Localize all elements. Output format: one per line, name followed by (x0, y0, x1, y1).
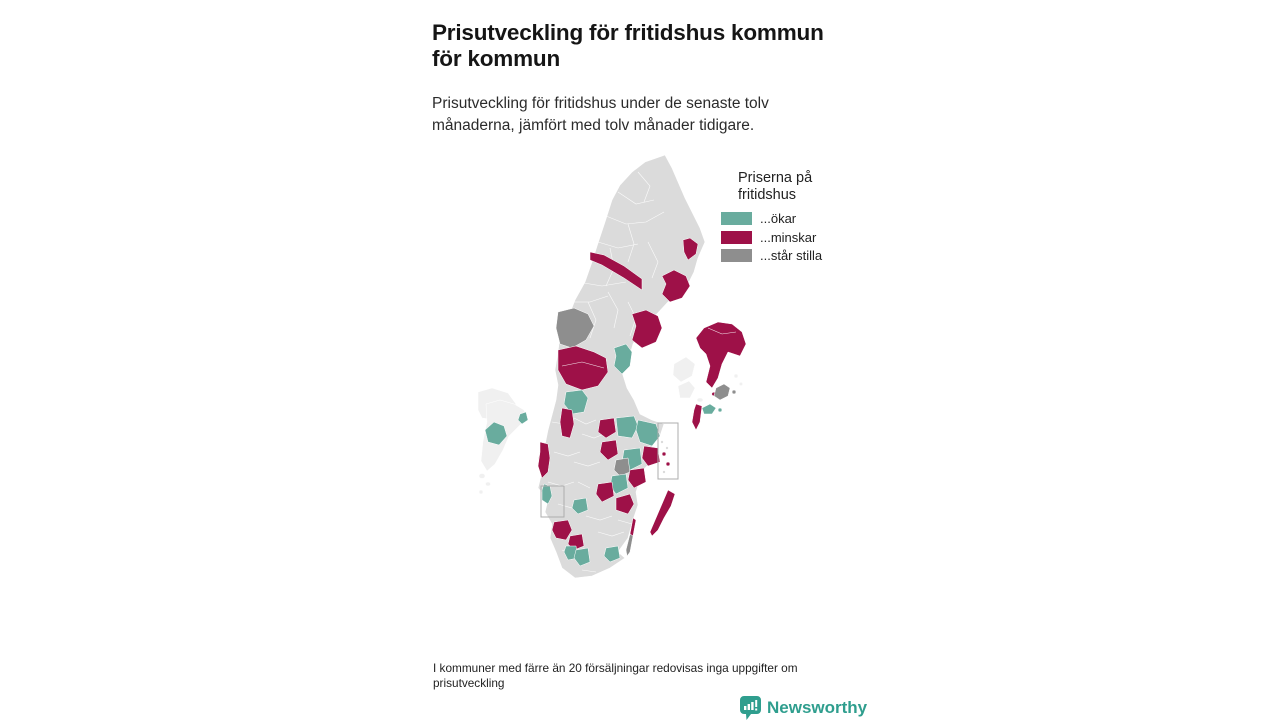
municipality-patch (702, 404, 716, 414)
municipality-patch (714, 384, 730, 400)
page-title: Prisutveckling för fritidshus kommun för kommun (432, 20, 824, 71)
newsworthy-bar-chart-pin-icon (740, 696, 761, 720)
municipality-patch (696, 322, 746, 388)
municipality-patch-gotland (650, 490, 675, 536)
legend-title: Priserna på fritidshus (738, 170, 813, 204)
page-subtitle: Prisutveckling för fritidshus under de senaste tolv månaderna, jämfört med tolv månader tidigare. (432, 94, 769, 134)
newsworthy-logo (740, 696, 867, 720)
sweden-municipality-map (478, 152, 758, 642)
legend-item-still: ...står stilla (721, 249, 871, 262)
legend-swatch-increase (721, 212, 752, 225)
municipality-patch (692, 404, 702, 430)
municipality-patch (632, 310, 662, 348)
map-svg (478, 152, 758, 642)
footnote: I kommuner med färre än 20 försäljningar redovisas inga uppgifter om prisutveckling (433, 660, 798, 691)
legend-swatch-decrease (721, 231, 752, 244)
legend-item-increase: ...ökar (721, 212, 871, 225)
legend-swatch-still (721, 249, 752, 262)
brand-name: Newsworthy (767, 698, 868, 717)
map-legend (721, 170, 871, 268)
legend-item-decrease: ...minskar (721, 231, 871, 244)
